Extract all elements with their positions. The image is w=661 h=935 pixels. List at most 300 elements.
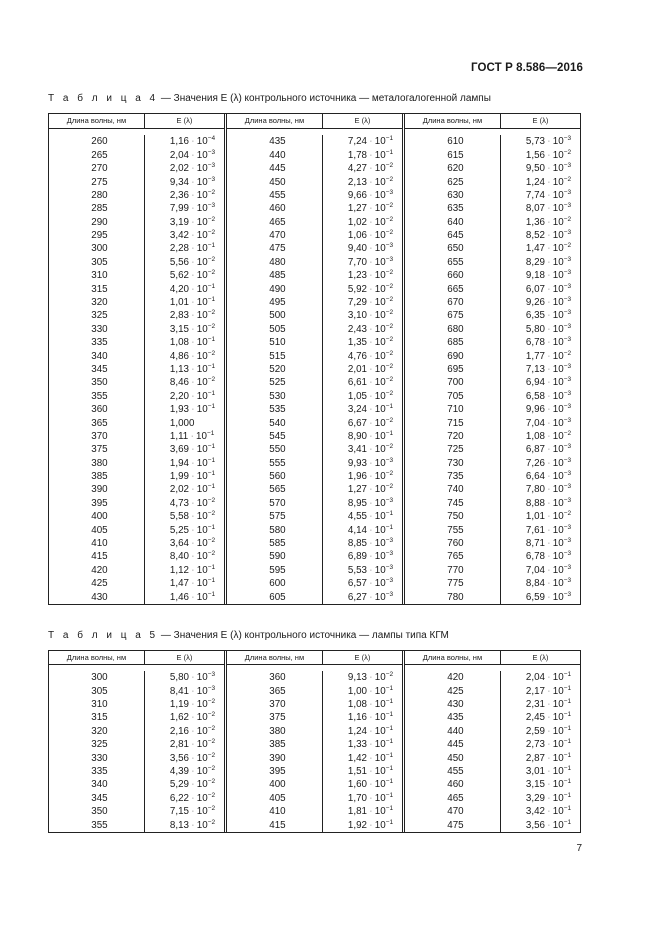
value-mantissa: 8,46 <box>169 377 189 389</box>
wavelength-cell: 615 <box>447 149 464 161</box>
multiply-sign: · <box>547 808 551 816</box>
multiply-sign: · <box>191 754 195 762</box>
table4-header-row <box>405 114 580 129</box>
value-mantissa: 3,19 <box>169 216 189 228</box>
wavelength-column <box>227 671 323 832</box>
wavelength-cell: 460 <box>447 779 464 791</box>
value-power: · $10^{-3}$ <box>547 336 572 349</box>
value-cell <box>323 403 402 416</box>
wavelength-header: Длина волны, нм <box>49 651 145 664</box>
value-exponent: −2 <box>385 175 394 183</box>
value-exponent: −2 <box>385 229 394 237</box>
value-exponent: −1 <box>563 751 572 759</box>
value-exponent: −2 <box>385 162 394 170</box>
multiply-sign: · <box>547 674 551 682</box>
value-power: · $10^{-1}$ <box>191 563 216 576</box>
value-mantissa: 1,16 <box>347 712 367 724</box>
value-cell <box>323 309 402 322</box>
value-cell <box>501 483 580 496</box>
value-header: E (λ) <box>532 116 549 126</box>
value-mantissa: 2,01 <box>347 363 367 375</box>
value-exponent: −1 <box>563 684 572 692</box>
value-plain: 1,000 <box>169 417 195 429</box>
value-cell <box>145 550 224 563</box>
value-power: · $10^{-3}$ <box>547 188 572 201</box>
value-power: · $10^{-2}$ <box>191 738 216 751</box>
multiply-sign: · <box>191 312 195 320</box>
table5-body <box>227 665 402 832</box>
value-exponent: −2 <box>385 322 394 330</box>
multiply-sign: · <box>547 486 551 494</box>
multiply-sign: · <box>547 285 551 293</box>
wavelength-cell: 465 <box>447 792 464 804</box>
multiply-sign: · <box>369 446 373 454</box>
value-exponent: −1 <box>385 751 394 759</box>
value-cell <box>145 363 224 376</box>
wavelength-cell: 695 <box>447 363 464 375</box>
value-exponent: −2 <box>207 537 216 545</box>
multiply-sign: · <box>191 191 195 199</box>
value-power: · $10^{-3}$ <box>191 148 216 161</box>
value-exponent: −3 <box>563 496 572 504</box>
value-power: · $10^{-2}$ <box>191 791 216 804</box>
multiply-sign: · <box>547 258 551 266</box>
multiply-sign: · <box>369 218 373 226</box>
value-power: · $10^{-2}$ <box>191 805 216 818</box>
value-exponent: −2 <box>207 510 216 518</box>
value-cell <box>145 269 224 282</box>
wavelength-column <box>49 671 145 832</box>
multiply-sign: · <box>191 339 195 347</box>
value-power: · $10^{-2}$ <box>191 215 216 228</box>
value-mantissa: 9,34 <box>169 176 189 188</box>
multiply-sign: · <box>191 513 195 521</box>
value-exponent: −2 <box>385 202 394 210</box>
multiply-sign: · <box>547 299 551 307</box>
wavelength-cell: 385 <box>91 471 108 483</box>
value-exponent: −1 <box>385 429 394 437</box>
multiply-sign: · <box>191 205 195 213</box>
wavelength-cell: 365 <box>91 417 108 429</box>
multiply-sign: · <box>191 272 195 280</box>
value-power: · $10^{-3}$ <box>191 671 216 684</box>
value-power: · $10^{-1}$ <box>191 577 216 590</box>
multiply-sign: · <box>547 794 551 802</box>
wavelength-cell: 460 <box>269 203 286 215</box>
value-power: · $10^{-2}$ <box>369 483 394 496</box>
value-power: · $10^{-2}$ <box>191 309 216 322</box>
value-mantissa: 3,41 <box>347 444 367 456</box>
multiply-sign: · <box>369 432 373 440</box>
value-power: · $10^{-1}$ <box>369 818 394 831</box>
multiply-sign: · <box>547 205 551 213</box>
value-cell <box>145 591 224 604</box>
value-cell <box>501 283 580 296</box>
value-exponent: −2 <box>385 470 394 478</box>
value-exponent: −4 <box>207 135 216 143</box>
multiply-sign: · <box>369 513 373 521</box>
value-power: · $10^{-2}$ <box>369 309 394 322</box>
multiply-sign: · <box>547 138 551 146</box>
value-power: · $10^{-2}$ <box>191 322 216 335</box>
value-power: · $10^{-2}$ <box>369 282 394 295</box>
value-mantissa: 1,13 <box>169 363 189 375</box>
multiply-sign: · <box>547 178 551 186</box>
value-exponent: −1 <box>385 135 394 143</box>
multiply-sign: · <box>369 593 373 601</box>
value-power: · $10^{-2}$ <box>369 296 394 309</box>
value-mantissa: 1,99 <box>169 471 189 483</box>
value-exponent: −3 <box>563 362 572 370</box>
value-power: · $10^{-2}$ <box>191 269 216 282</box>
multiply-sign: · <box>191 232 195 240</box>
value-cell <box>501 256 580 269</box>
value-exponent: −3 <box>563 590 572 598</box>
value-mantissa: 7,29 <box>347 297 367 309</box>
value-exponent: −2 <box>563 429 572 437</box>
value-mantissa: 6,27 <box>347 591 367 603</box>
value-cell <box>501 162 580 175</box>
value-mantissa: 1,70 <box>347 792 367 804</box>
value-exponent: −1 <box>385 738 394 746</box>
value-power: · $10^{-3}$ <box>191 162 216 175</box>
wavelength-cell: 595 <box>269 564 286 576</box>
value-cell <box>323 711 402 724</box>
value-cell <box>145 510 224 523</box>
wavelength-cell: 410 <box>269 806 286 818</box>
value-cell <box>145 738 224 751</box>
value-column <box>323 135 402 604</box>
value-exponent: −1 <box>563 724 572 732</box>
value-exponent: −2 <box>207 550 216 558</box>
value-power: · $10^{-2}$ <box>191 376 216 389</box>
value-power: · $10^{-3}$ <box>369 577 394 590</box>
multiply-sign: · <box>369 138 373 146</box>
value-header: E (λ) <box>354 652 371 662</box>
value-mantissa: 7,13 <box>525 363 545 375</box>
value-exponent: −2 <box>207 791 216 799</box>
multiply-sign: · <box>369 245 373 253</box>
multiply-sign: · <box>547 245 551 253</box>
value-power: · $10^{-3}$ <box>547 416 572 429</box>
value-cell <box>145 135 224 148</box>
multiply-sign: · <box>191 138 195 146</box>
value-cell <box>323 149 402 162</box>
value-exponent: −2 <box>207 309 216 317</box>
value-exponent: −1 <box>385 711 394 719</box>
table5-column-group <box>49 651 224 832</box>
value-cell <box>145 483 224 496</box>
value-power: · $10^{-1}$ <box>369 403 394 416</box>
wavelength-cell: 530 <box>269 390 286 402</box>
wavelength-cell: 505 <box>269 323 286 335</box>
wavelength-cell: 565 <box>269 484 286 496</box>
value-cell <box>501 698 580 711</box>
wavelength-cell: 440 <box>269 149 286 161</box>
value-power: · $10^{-1}$ <box>191 362 216 375</box>
value-cell <box>501 550 580 563</box>
value-power: · $10^{-3}$ <box>547 309 572 322</box>
value-mantissa: 9,40 <box>347 243 367 255</box>
value-mantissa: 2,36 <box>169 189 189 201</box>
value-exponent: −2 <box>385 336 394 344</box>
wavelength-cell: 305 <box>91 256 108 268</box>
value-exponent: −2 <box>385 269 394 277</box>
wavelength-cell: 405 <box>269 792 286 804</box>
value-cell <box>501 309 580 322</box>
value-cell <box>501 564 580 577</box>
value-mantissa: 1,93 <box>169 404 189 416</box>
value-exponent: −3 <box>563 336 572 344</box>
value-cell <box>501 189 580 202</box>
multiply-sign: · <box>547 419 551 427</box>
value-cell <box>501 805 580 818</box>
value-power: · $10^{-1}$ <box>369 698 394 711</box>
wavelength-cell: 625 <box>447 176 464 188</box>
value-exponent: −1 <box>563 791 572 799</box>
wavelength-cell: 340 <box>91 779 108 791</box>
value-power: · $10^{-2}$ <box>547 429 572 442</box>
value-cell <box>323 550 402 563</box>
value-cell <box>501 390 580 403</box>
value-exponent: −2 <box>207 255 216 263</box>
value-power: · $10^{-3}$ <box>191 175 216 188</box>
wavelength-cell: 550 <box>269 444 286 456</box>
value-exponent: −1 <box>385 148 394 156</box>
multiply-sign: · <box>191 446 195 454</box>
value-mantissa: 8,84 <box>525 578 545 590</box>
value-exponent: −3 <box>563 135 572 143</box>
value-power: · $10^{-2}$ <box>369 671 394 684</box>
multiply-sign: · <box>547 540 551 548</box>
wavelength-cell: 400 <box>91 511 108 523</box>
multiply-sign: · <box>369 392 373 400</box>
wavelength-cell: 400 <box>269 779 286 791</box>
wavelength-cell: 685 <box>447 337 464 349</box>
wavelength-cell: 570 <box>269 497 286 509</box>
value-power: · $10^{-3}$ <box>547 376 572 389</box>
value-mantissa: 5,29 <box>169 779 189 791</box>
wavelength-cell: 475 <box>269 243 286 255</box>
value-exponent: −2 <box>207 215 216 223</box>
value-mantissa: 1,35 <box>347 337 367 349</box>
value-power: · $10^{-1}$ <box>191 296 216 309</box>
value-exponent: −3 <box>207 148 216 156</box>
value-power: · $10^{-1}$ <box>547 684 572 697</box>
table4-body <box>227 129 402 604</box>
value-cell <box>323 296 402 309</box>
table4-header-row <box>227 114 402 129</box>
multiply-sign: · <box>547 446 551 454</box>
value-cell <box>323 443 402 456</box>
multiply-sign: · <box>369 754 373 762</box>
value-power: · $10^{-3}$ <box>369 255 394 268</box>
value-power: · $10^{-3}$ <box>547 162 572 175</box>
value-power: · $10^{-3}$ <box>547 483 572 496</box>
value-mantissa: 4,55 <box>347 511 367 523</box>
wavelength-cell: 620 <box>447 163 464 175</box>
value-mantissa: 3,24 <box>347 404 367 416</box>
value-mantissa: 1,23 <box>347 270 367 282</box>
value-power: · $10^{-3}$ <box>547 229 572 242</box>
value-mantissa: 2,43 <box>347 323 367 335</box>
wavelength-cell: 270 <box>91 163 108 175</box>
value-mantissa: 7,04 <box>525 417 545 429</box>
multiply-sign: · <box>191 808 195 816</box>
value-cell <box>501 430 580 443</box>
value-column <box>501 671 580 832</box>
table4-caption-prefix: Т а б л и ц а 4 <box>48 93 159 104</box>
multiply-sign: · <box>191 473 195 481</box>
wavelength-cell: 535 <box>269 404 286 416</box>
multiply-sign: · <box>369 285 373 293</box>
value-mantissa: 1,08 <box>525 430 545 442</box>
value-exponent: −2 <box>563 215 572 223</box>
wavelength-cell: 735 <box>447 471 464 483</box>
value-cell <box>323 283 402 296</box>
multiply-sign: · <box>369 741 373 749</box>
multiply-sign: · <box>547 459 551 467</box>
value-cell <box>145 296 224 309</box>
multiply-sign: · <box>191 593 195 601</box>
wavelength-cell: 575 <box>269 511 286 523</box>
value-mantissa: 2,31 <box>525 699 545 711</box>
value-power: · $10^{-3}$ <box>369 496 394 509</box>
value-mantissa: 1,02 <box>347 216 367 228</box>
value-exponent: −1 <box>207 389 216 397</box>
value-cell <box>323 805 402 818</box>
value-power: · $10^{-3}$ <box>191 684 216 697</box>
value-cell <box>501 242 580 255</box>
value-cell <box>145 430 224 443</box>
value-cell <box>145 283 224 296</box>
value-mantissa: 8,90 <box>347 430 367 442</box>
value-mantissa: 3,64 <box>169 538 189 550</box>
multiply-sign: · <box>369 178 373 186</box>
value-mantissa: 2,81 <box>169 739 189 751</box>
table4-header-row <box>49 114 224 129</box>
value-exponent: −2 <box>207 269 216 277</box>
value-mantissa: 1,46 <box>169 591 189 603</box>
value-mantissa: 6,57 <box>347 578 367 590</box>
value-power: · $10^{-1}$ <box>547 778 572 791</box>
multiply-sign: · <box>547 352 551 360</box>
value-mantissa: 9,50 <box>525 163 545 175</box>
value-cell <box>145 685 224 698</box>
multiply-sign: · <box>369 526 373 534</box>
table4-column-group <box>49 114 224 604</box>
value-cell <box>323 725 402 738</box>
multiply-sign: · <box>547 526 551 534</box>
multiply-sign: · <box>369 808 373 816</box>
value-exponent: −3 <box>385 496 394 504</box>
value-mantissa: 5,73 <box>525 136 545 148</box>
value-mantissa: 6,07 <box>525 283 545 295</box>
value-exponent: −3 <box>385 537 394 545</box>
value-exponent: −1 <box>385 510 394 518</box>
value-mantissa: 7,04 <box>525 564 545 576</box>
value-exponent: −3 <box>563 255 572 263</box>
value-power: · $10^{-2}$ <box>369 416 394 429</box>
value-mantissa: 3,29 <box>525 792 545 804</box>
wavelength-cell: 315 <box>91 283 108 295</box>
value-mantissa: 1,01 <box>525 511 545 523</box>
value-exponent: −3 <box>563 269 572 277</box>
value-exponent: −1 <box>563 698 572 706</box>
value-power: · $10^{-2}$ <box>369 362 394 375</box>
value-exponent: −3 <box>385 550 394 558</box>
value-cell <box>501 497 580 510</box>
wavelength-cell: 330 <box>91 323 108 335</box>
value-mantissa: 3,15 <box>525 779 545 791</box>
value-exponent: −3 <box>563 202 572 210</box>
wavelength-cell: 645 <box>447 230 464 242</box>
multiply-sign: · <box>369 687 373 695</box>
value-cell <box>501 202 580 215</box>
wavelength-cell: 465 <box>269 216 286 228</box>
table5-caption-text: — Значения E (λ) контрольного источника — лампы типа КГМ <box>158 630 449 641</box>
value-cell <box>145 350 224 363</box>
wavelength-cell: 455 <box>269 189 286 201</box>
value-power: · $10^{-3}$ <box>369 242 394 255</box>
value-mantissa: 4,73 <box>169 497 189 509</box>
value-cell <box>145 336 224 349</box>
wavelength-cell: 450 <box>447 752 464 764</box>
value-mantissa: 4,76 <box>347 350 367 362</box>
wavelength-cell: 415 <box>269 819 286 831</box>
value-cell <box>501 725 580 738</box>
value-exponent: −1 <box>207 443 216 451</box>
value-exponent: −3 <box>207 162 216 170</box>
value-cell <box>501 376 580 389</box>
value-mantissa: 1,42 <box>347 752 367 764</box>
value-exponent: −2 <box>207 818 216 826</box>
value-cell <box>501 176 580 189</box>
wavelength-cell: 370 <box>91 430 108 442</box>
value-power: · $10^{-1}$ <box>191 389 216 402</box>
value-cell <box>323 738 402 751</box>
value-power: · $10^{-2}$ <box>369 215 394 228</box>
value-cell <box>501 711 580 724</box>
value-cell <box>323 765 402 778</box>
value-exponent: −3 <box>385 242 394 250</box>
value-mantissa: 5,62 <box>169 270 189 282</box>
value-column <box>145 135 224 604</box>
multiply-sign: · <box>369 768 373 776</box>
wavelength-cell: 310 <box>91 699 108 711</box>
value-exponent: −3 <box>385 577 394 585</box>
value-exponent: −2 <box>563 175 572 183</box>
value-cell <box>145 725 224 738</box>
value-cell <box>323 510 402 523</box>
value-exponent: −2 <box>207 711 216 719</box>
wavelength-cell: 380 <box>91 457 108 469</box>
wavelength-cell: 365 <box>269 685 286 697</box>
wavelength-cell: 725 <box>447 444 464 456</box>
wavelength-cell: 705 <box>447 390 464 402</box>
value-exponent: −1 <box>385 778 394 786</box>
wavelength-cell: 300 <box>91 672 108 684</box>
value-cell <box>145 524 224 537</box>
value-power: · $10^{-3}$ <box>547 537 572 550</box>
value-cell <box>145 390 224 403</box>
multiply-sign: · <box>191 299 195 307</box>
value-exponent: −1 <box>385 818 394 826</box>
value-exponent: −2 <box>207 738 216 746</box>
value-mantissa: 2,45 <box>525 712 545 724</box>
value-exponent: −3 <box>207 202 216 210</box>
value-cell <box>323 336 402 349</box>
